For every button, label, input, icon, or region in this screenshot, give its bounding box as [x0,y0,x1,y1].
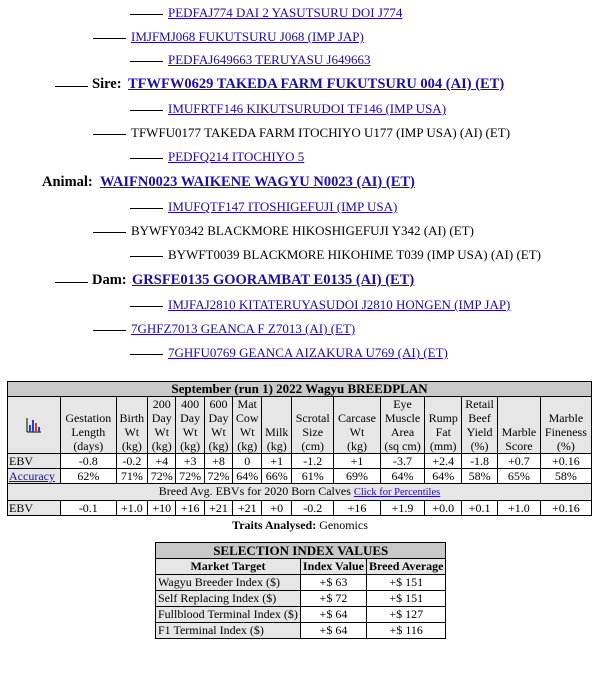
accuracy-value: 61% [292,469,334,484]
pedigree-text-ds-dam: BYWFT0039 BLACKMORE HIKOHIME T039 (IMP USA) (AI) (ET) [168,247,542,262]
traits-analysed [0,518,600,533]
col-index-value: Index Value [300,559,366,575]
selection-row [156,607,446,623]
avg-row-label: EBV [8,501,61,516]
ebv-value: +0.16 [540,454,591,469]
ebv-value: -0.2 [116,454,147,469]
selection-index-value: +$ 64 [300,607,366,623]
ebv-col-header-line: Scrotal [295,411,330,425]
bar-chart-icon[interactable] [26,417,42,433]
pedigree-line [130,354,163,355]
ebv-col-header-line: Rump [428,411,458,425]
ebv-col-header-line: (kg) [208,439,229,453]
pedigree-line [130,61,163,62]
ebv-col-header-line: Area [390,425,415,439]
accuracy-value: 72% [176,469,204,484]
ebv-col-header-line: Size [302,425,324,439]
ebv-col-header-line: 600 [209,397,228,411]
selection-market-target: F1 Terminal Index ($) [156,623,301,639]
breed-avg-value: +0.1 [462,501,498,516]
ebv-col-header-line: Wt [349,425,365,439]
pedigree-line [130,110,163,111]
ebv-col-header-line: (kg) [121,439,142,453]
ebv-col-header-line: Beef [468,411,491,425]
accuracy-value: 72% [148,469,176,484]
pedigree-line [55,282,88,283]
ebv-values-row [8,454,592,469]
ebv-col-header-line: (kg) [151,439,172,453]
breed-avg-value: +1.0 [498,501,541,516]
col-breed-average: Breed Average [366,559,446,575]
ebv-value: -0.8 [61,454,117,469]
ebv-col-header-line: (days) [73,439,104,453]
ebv-col-header-line: Day [180,411,201,425]
ebv-col-header-line: Yield [466,425,493,439]
ebv-col-header-line: (cm) [301,439,325,453]
selection-breed-average: +$ 127 [366,607,446,623]
ebv-col-header-line: Retail [465,397,494,411]
traits-label: Traits Analysed: [232,518,317,532]
ebv-col-header-line: Muscle [384,411,421,425]
traits-value: Genomics [319,518,368,532]
pedigree-line [130,14,163,15]
ebv-col-header-line: Carcase [337,411,376,425]
ebv-value: +2.4 [425,454,462,469]
breed-avg-values-row [8,501,592,516]
breed-avg-value: -0.1 [61,501,117,516]
pedigree-line [55,86,88,87]
ebv-col-header-line: (kg) [237,439,258,453]
selection-market-target: Fullblood Terminal Index ($) [156,607,301,623]
pedigree-link-ss-sire[interactable]: PEDFAJ774 DAI 2 YASUTSURU DOI J774 [168,5,403,20]
ebv-col-header-line: 400 [181,397,200,411]
ebv-col-header-line: Wt [154,425,170,439]
accuracy-value: 64% [380,469,425,484]
ebv-col-header [262,397,292,454]
ebv-col-header [116,397,147,454]
ebv-value: -1.2 [292,454,334,469]
breed-avg-value: +16 [334,501,381,516]
ebv-col-header [334,397,381,454]
ebv-col-header-line: Cow [235,411,259,425]
ebv-value: +0.7 [498,454,541,469]
ebv-col-header [204,397,232,454]
ebv-value: -3.7 [380,454,425,469]
dam-label: Dam: [92,272,127,288]
breed-avg-value: +0.16 [540,501,591,516]
ebv-col-header [233,397,262,454]
pedigree-text-d-sire: BYWFY0342 BLACKMORE HIKOSHIGEFUJI Y342 (AI) (ET) [131,223,474,238]
accuracy-value: 64% [425,469,462,484]
breed-avg-value: -0.2 [292,501,334,516]
pedigree-link-sd-sire[interactable]: IMUFRTF146 KIKUTSURUDOI TF146 (IMP USA) [168,101,447,116]
ebv-value: 0 [233,454,262,469]
ebv-col-header-line: 200 [152,397,171,411]
ebv-col-header [462,397,498,454]
ebv-col-header [425,397,462,454]
ebv-col-header-line: (mm) [429,439,457,453]
ebv-col-header-line: Day [208,411,229,425]
accuracy-value: 62% [61,469,117,484]
accuracy-value: 69% [334,469,381,484]
breed-avg-value: +0 [262,501,292,516]
dam-link[interactable]: GRSFE0135 GOORAMBAT E0135 (AI) (ET) [132,272,415,288]
col-market-target: Market Target [156,559,301,575]
pedigree-link-s-sire[interactable]: IMJFMJ068 FUKUTSURU J068 (IMP JAP) [131,29,364,44]
ebv-col-header-line: (sq cm) [384,439,421,453]
ebv-col-header-line: Marble [501,425,537,439]
ebv-col-header-line: Eye [393,397,412,411]
breed-avg-value: +21 [233,501,262,516]
selection-row [156,575,446,591]
selection-index-value: +$ 64 [300,623,366,639]
selection-index-value: +$ 72 [300,591,366,607]
ebv-col-header-line: (kg) [346,439,367,453]
ebv-col-header [498,397,541,454]
ebv-col-header-line: Day [151,411,172,425]
selection-breed-average: +$ 116 [366,623,446,639]
accuracy-link[interactable]: Accuracy [9,469,55,483]
ebv-header-row [8,397,592,454]
sire-label: Sire: [92,76,122,92]
ebv-value: -1.8 [462,454,498,469]
breed-avg-text: Breed Avg. EBVs for 2020 Born Calves [158,484,351,498]
selection-title: SELECTION INDEX VALUES [156,543,446,559]
accuracy-value: 58% [462,469,498,484]
ebv-value: +1 [262,454,292,469]
ebv-col-header-line: Wt [211,425,226,439]
ebv-value: +3 [176,454,204,469]
ebv-col-header [176,397,204,454]
pedigree-line [93,134,126,135]
pedigree-line [93,38,126,39]
ebv-col-header [148,397,176,454]
chart-icon-cell[interactable] [8,397,61,454]
ebv-col-header-line: (%) [470,439,489,453]
pedigree-text-s-dam: TFWFU0177 TAKEDA FARM ITOCHIYO U177 (IMP USA) (AI) (ET) [131,125,511,140]
ebv-table-title: September (run 1) 2022 Wagyu BREEDPLAN [8,382,592,397]
selection-market-target: Wagyu Breeder Index ($) [156,575,301,591]
breed-avg-row [8,484,592,501]
selection-breed-average: +$ 151 [366,591,446,607]
pedigree-line [130,256,163,257]
breed-avg-value: +1.0 [116,501,147,516]
ebv-col-header-line: Score [505,439,533,453]
selection-index-table [155,542,446,639]
ebv-value: +8 [204,454,232,469]
accuracy-value: 72% [204,469,232,484]
pedigree-link-dd-sire[interactable]: IMJFAJ2810 KITATERUYASUDOI J2810 HONGEN (IMP JAP) [168,297,511,312]
ebv-col-header-line: Milk [265,425,289,439]
ebv-col-header [540,397,591,454]
ebv-col-header-line: Marble [548,411,584,425]
accuracy-value: 65% [498,469,541,484]
breed-avg-value: +10 [148,501,176,516]
breed-avg-value: +21 [204,501,232,516]
selection-breed-average: +$ 151 [366,575,446,591]
pedigree-line [130,208,163,209]
percentiles-link[interactable]: Click for Percentiles [353,487,441,498]
pedigree-link-dd-dam[interactable]: 7GHFU0769 GEANCA AIZAKURA U769 (AI) (ET) [168,345,448,360]
pedigree-link-ss-dam[interactable]: PEDFAJ649663 TERUYASU J649663 [168,52,371,67]
ebv-col-header-line: Gestation [65,411,112,425]
accuracy-row [8,469,592,484]
ebv-col-header-line: (kg) [180,439,201,453]
pedigree-line [93,330,126,331]
selection-row [156,623,446,639]
accuracy-value: 71% [116,469,147,484]
selection-row [156,591,446,607]
accuracy-label-cell [8,469,61,484]
ebv-value: +4 [148,454,176,469]
pedigree-line [93,232,126,233]
pedigree-line [130,306,163,307]
ebv-col-header-line: Birth [119,411,145,425]
ebv-col-header-line: Wt [124,425,140,439]
pedigree-link-d-dam[interactable]: 7GHFZ7013 GEANCA F Z7013 (AI) (ET) [131,321,356,336]
breed-avg-value: +16 [176,501,204,516]
animal-label: Animal: [42,174,93,190]
selection-rows [156,575,446,639]
pedigree-link-ds-sire[interactable]: IMUFQTF147 ITOSHIGEFUJI (IMP USA) [168,199,398,214]
accuracy-value: 64% [233,469,262,484]
ebv-col-header-line: Wt [182,425,198,439]
ebv-col-header [292,397,334,454]
accuracy-value: 66% [262,469,292,484]
ebv-col-header-line: (kg) [266,439,287,453]
ebv-row-label: EBV [8,454,61,469]
pedigree-line [130,158,163,159]
pedigree-link-sd-dam[interactable]: PEDFQ214 ITOCHIYO 5 [168,149,305,164]
selection-index-value: +$ 63 [300,575,366,591]
ebv-col-header-line: Mat [237,397,257,411]
ebv-col-header-line: Length [71,425,106,439]
ebv-col-header [380,397,425,454]
sire-link[interactable]: TFWFW0629 TAKEDA FARM FUKUTSURU 004 (AI) (ET) [128,76,505,92]
ebv-col-header-line: Fat [435,425,451,439]
ebv-value: +1 [334,454,381,469]
ebv-col-header-line: (%) [556,439,575,453]
breed-avg-value: +0.0 [425,501,462,516]
accuracy-value: 58% [540,469,591,484]
ebv-table [7,381,592,516]
animal-link[interactable]: WAIFN0023 WAIKENE WAGYU N0023 (AI) (ET) [100,174,415,190]
breed-avg-value: +1.9 [380,501,425,516]
selection-market-target: Self Replacing Index ($) [156,591,301,607]
ebv-col-header [61,397,117,454]
ebv-col-header-line: Fineness [544,425,587,439]
ebv-col-header-line: Wt [239,425,255,439]
